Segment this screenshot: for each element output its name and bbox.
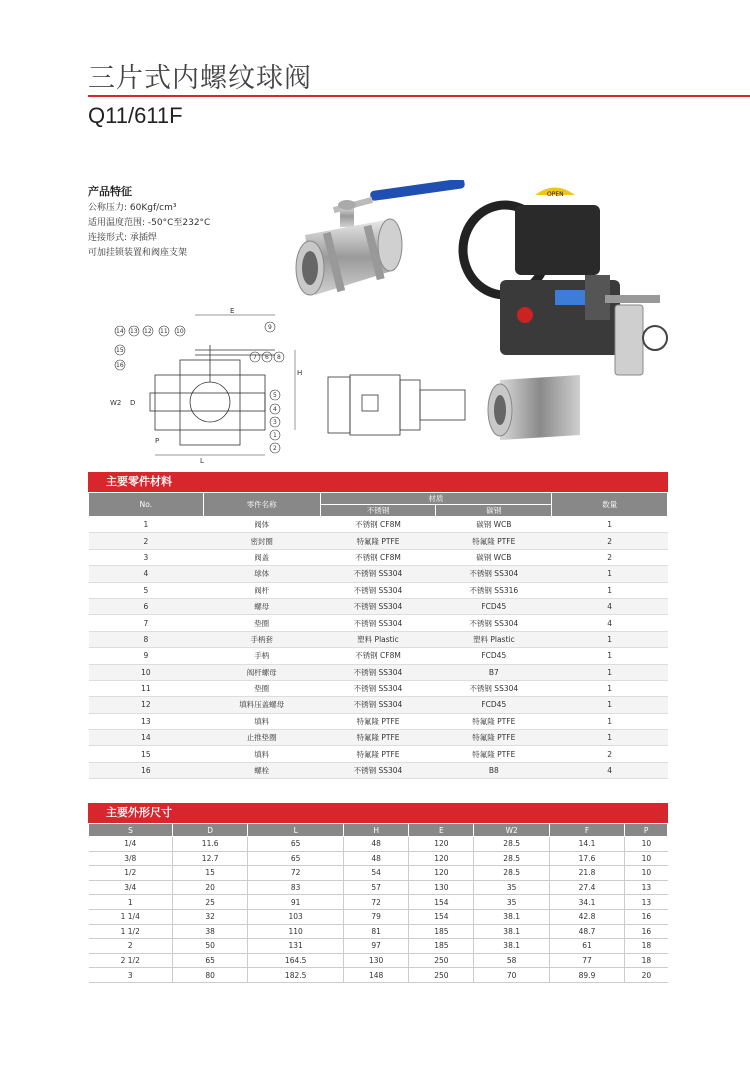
table-cell: 2 — [552, 549, 668, 565]
table-cell: 不锈钢 SS304 — [436, 615, 552, 631]
table-row — [89, 664, 668, 680]
table-cell: 130 — [409, 880, 474, 895]
col-qty: 数量 — [552, 493, 668, 517]
table-cell: 1/2 — [89, 866, 173, 881]
table-cell: 81 — [344, 924, 409, 939]
table-cell: B8 — [436, 762, 552, 778]
table-cell: 13 — [625, 880, 668, 895]
svg-text:16: 16 — [116, 362, 124, 369]
table-row — [89, 909, 668, 924]
table-row — [89, 851, 668, 866]
table-cell: 35 — [474, 895, 549, 910]
dims-col-header: P — [625, 824, 668, 837]
table-cell: 1/4 — [89, 837, 173, 852]
parts-section-title: 主要零件材料 — [88, 472, 668, 492]
table-cell: 12.7 — [172, 851, 247, 866]
table-cell: 10 — [625, 851, 668, 866]
table-cell: 不锈钢 SS316 — [436, 582, 552, 598]
dims-col-header: L — [248, 824, 344, 837]
table-cell: FCD45 — [436, 648, 552, 664]
table-cell: 10 — [89, 664, 204, 680]
table-cell: 50 — [172, 939, 247, 954]
table-cell: 止推垫圈 — [203, 730, 320, 746]
table-cell: 154 — [409, 895, 474, 910]
table-row — [89, 615, 668, 631]
table-cell: 碳钢 WCB — [436, 517, 552, 533]
table-cell: 7 — [89, 615, 204, 631]
table-cell: 65 — [248, 851, 344, 866]
table-cell: 8 — [89, 631, 204, 647]
table-cell: 38.1 — [474, 909, 549, 924]
table-row — [89, 837, 668, 852]
table-cell: 16 — [625, 909, 668, 924]
table-cell: 42.8 — [549, 909, 624, 924]
table-cell: 72 — [248, 866, 344, 881]
features-heading: 产品特征 — [88, 185, 132, 198]
table-cell: 250 — [409, 953, 474, 968]
title-divider — [88, 95, 750, 97]
dims-col-header: D — [172, 824, 247, 837]
svg-text:8: 8 — [277, 354, 281, 361]
table-cell: 15 — [89, 746, 204, 762]
table-cell: 3/4 — [89, 880, 173, 895]
callout-numbers — [115, 322, 284, 453]
table-cell: 2 1/2 — [89, 953, 173, 968]
table-cell: 48 — [344, 837, 409, 852]
table-cell: 特氟隆 PTFE — [436, 746, 552, 762]
table-cell: 18 — [625, 953, 668, 968]
table-cell: 球体 — [203, 566, 320, 582]
dims-col-header: W2 — [474, 824, 549, 837]
table-cell: 1 — [552, 517, 668, 533]
table-row — [89, 631, 668, 647]
col-material: 材质 — [320, 493, 552, 505]
col-ss: 不锈钢 — [320, 505, 436, 517]
table-cell: 特氟隆 PTFE — [436, 730, 552, 746]
feature-line: 公称压力: 60Kgf/cm³ — [88, 203, 177, 213]
table-cell: 61 — [549, 939, 624, 954]
table-cell: 97 — [344, 939, 409, 954]
table-cell: 10 — [625, 837, 668, 852]
table-cell: 120 — [409, 851, 474, 866]
table-cell: 不锈钢 SS304 — [320, 615, 436, 631]
table-cell: 5 — [89, 582, 204, 598]
table-cell: 77 — [549, 953, 624, 968]
dim-l-label: L — [200, 457, 204, 465]
table-cell: 25 — [172, 895, 247, 910]
table-cell: 57 — [344, 880, 409, 895]
table-cell: 1 — [552, 582, 668, 598]
table-cell: 碳钢 WCB — [436, 549, 552, 565]
table-cell: 48.7 — [549, 924, 624, 939]
table-cell: 83 — [248, 880, 344, 895]
table-cell: 14 — [89, 730, 204, 746]
table-cell: 1 — [552, 648, 668, 664]
table-row — [89, 533, 668, 549]
table-cell: 2 — [552, 746, 668, 762]
table-cell: 不锈钢 SS304 — [436, 680, 552, 696]
table-cell: 38 — [172, 924, 247, 939]
dim-d-label: D — [130, 399, 136, 407]
table-row — [89, 762, 668, 778]
table-cell: 28.5 — [474, 851, 549, 866]
table-cell: 79 — [344, 909, 409, 924]
feature-line: 适用温度范围: -50°C至232°C — [88, 218, 211, 228]
table-cell: FCD45 — [436, 598, 552, 614]
table-cell: 不锈钢 SS304 — [320, 598, 436, 614]
table-cell: 91 — [248, 895, 344, 910]
table-cell: 28.5 — [474, 866, 549, 881]
table-cell: 16 — [625, 924, 668, 939]
table-cell: 阀体 — [203, 517, 320, 533]
parts-table — [88, 492, 668, 779]
table-row — [89, 582, 668, 598]
table-row — [89, 880, 668, 895]
table-cell: 38.1 — [474, 924, 549, 939]
table-cell: 48 — [344, 851, 409, 866]
col-cs: 碳钢 — [436, 505, 552, 517]
table-cell: 特氟隆 PTFE — [320, 533, 436, 549]
table-cell: 17.6 — [549, 851, 624, 866]
svg-text:7: 7 — [253, 354, 257, 361]
dim-p-label: P — [155, 437, 160, 445]
svg-text:5: 5 — [273, 392, 277, 399]
product-features — [88, 184, 210, 261]
table-row — [89, 549, 668, 565]
table-cell: 填料压盖螺母 — [203, 697, 320, 713]
table-cell: 15 — [172, 866, 247, 881]
table-cell: 27.4 — [549, 880, 624, 895]
table-row — [89, 598, 668, 614]
table-cell: 塑料 Plastic — [436, 631, 552, 647]
dims-col-header: H — [344, 824, 409, 837]
table-cell: 72 — [344, 895, 409, 910]
table-cell: 80 — [172, 968, 247, 983]
svg-text:1: 1 — [273, 432, 277, 439]
table-cell: 特氟隆 PTFE — [320, 730, 436, 746]
table-cell: 密封圈 — [203, 533, 320, 549]
table-cell: 特氟隆 PTFE — [436, 533, 552, 549]
table-cell: 185 — [409, 924, 474, 939]
table-cell: 110 — [248, 924, 344, 939]
table-cell: FCD45 — [436, 697, 552, 713]
table-cell: 3 — [89, 968, 173, 983]
table-cell: 131 — [248, 939, 344, 954]
table-cell: 58 — [474, 953, 549, 968]
table-cell: 填料 — [203, 713, 320, 729]
valve-dimension-drawing — [100, 305, 580, 465]
col-name: 零件名称 — [203, 493, 320, 517]
table-cell: 阀杆 — [203, 582, 320, 598]
table-cell: 54 — [344, 866, 409, 881]
table-cell: 182.5 — [248, 968, 344, 983]
svg-text:6: 6 — [265, 354, 269, 361]
table-cell: 185 — [409, 939, 474, 954]
feature-line: 连接形式: 承插焊 — [88, 233, 157, 243]
svg-text:10: 10 — [176, 328, 184, 335]
table-cell: 70 — [474, 968, 549, 983]
table-cell: 89.9 — [549, 968, 624, 983]
table-cell: B7 — [436, 664, 552, 680]
table-cell: 130 — [344, 953, 409, 968]
table-row — [89, 968, 668, 983]
table-row — [89, 866, 668, 881]
table-cell: 阀杆螺母 — [203, 664, 320, 680]
svg-text:4: 4 — [273, 406, 277, 413]
table-cell: 2 — [89, 533, 204, 549]
table-cell: 18 — [625, 939, 668, 954]
table-cell: 填料 — [203, 746, 320, 762]
table-cell: 11 — [89, 680, 204, 696]
page-title: 三片式内螺纹球阀 — [88, 63, 312, 94]
table-row — [89, 697, 668, 713]
table-cell: 4 — [89, 566, 204, 582]
table-cell: 4 — [552, 615, 668, 631]
table-cell: 不锈钢 SS304 — [320, 680, 436, 696]
table-row — [89, 746, 668, 762]
table-cell: 120 — [409, 837, 474, 852]
table-cell: 1 — [552, 631, 668, 647]
table-cell: 塑料 Plastic — [320, 631, 436, 647]
table-cell: 35 — [474, 880, 549, 895]
table-cell: 20 — [625, 968, 668, 983]
table-cell: 120 — [409, 866, 474, 881]
dim-e-label: E — [230, 307, 235, 315]
dim-h-label: H — [297, 369, 303, 377]
table-row — [89, 730, 668, 746]
dim-w2-label: W2 — [110, 399, 122, 407]
svg-text:15: 15 — [116, 347, 124, 354]
table-row — [89, 713, 668, 729]
svg-text:14: 14 — [116, 328, 124, 335]
svg-text:9: 9 — [268, 324, 272, 331]
svg-text:11: 11 — [160, 328, 168, 335]
table-cell: 65 — [248, 837, 344, 852]
dims-col-header: E — [409, 824, 474, 837]
table-cell: 不锈钢 SS304 — [320, 664, 436, 680]
table-cell: 1 — [89, 895, 173, 910]
table-cell: 16 — [89, 762, 204, 778]
table-cell: 21.8 — [549, 866, 624, 881]
table-row — [89, 648, 668, 664]
table-cell: 手柄套 — [203, 631, 320, 647]
table-cell: 12 — [89, 697, 204, 713]
table-row — [89, 566, 668, 582]
model-number: Q11/611F — [88, 103, 183, 128]
table-cell: 28.5 — [474, 837, 549, 852]
table-cell: 螺母 — [203, 598, 320, 614]
table-cell: 1 1/2 — [89, 924, 173, 939]
table-cell: 1 — [552, 730, 668, 746]
table-cell: 2 — [89, 939, 173, 954]
table-cell: 特氟隆 PTFE — [320, 713, 436, 729]
table-row — [89, 924, 668, 939]
svg-text:12: 12 — [144, 328, 152, 335]
table-cell: 34.1 — [549, 895, 624, 910]
table-cell: 13 — [89, 713, 204, 729]
table-cell: 不锈钢 SS304 — [436, 566, 552, 582]
table-cell: 垫圈 — [203, 680, 320, 696]
table-cell: 13 — [625, 895, 668, 910]
table-cell: 1 — [552, 697, 668, 713]
table-row — [89, 517, 668, 533]
table-cell: 1 — [552, 713, 668, 729]
table-cell: 10 — [625, 866, 668, 881]
table-cell: 1 1/4 — [89, 909, 173, 924]
table-cell: 1 — [552, 664, 668, 680]
table-cell: 3 — [89, 549, 204, 565]
col-no: No. — [89, 493, 204, 517]
table-cell: 不锈钢 SS304 — [320, 582, 436, 598]
table-cell: 特氟隆 PTFE — [436, 713, 552, 729]
feature-line: 可加挂锁装置和阀座支架 — [88, 248, 188, 258]
table-cell: 154 — [409, 909, 474, 924]
table-cell: 250 — [409, 968, 474, 983]
table-cell: 不锈钢 SS304 — [320, 762, 436, 778]
table-cell: 11.6 — [172, 837, 247, 852]
table-cell: 65 — [172, 953, 247, 968]
open-label: OPEN — [547, 191, 564, 198]
dims-table — [88, 823, 668, 983]
table-cell: 2 — [552, 533, 668, 549]
table-cell: 螺栓 — [203, 762, 320, 778]
table-row — [89, 680, 668, 696]
table-row — [89, 895, 668, 910]
table-row — [89, 939, 668, 954]
table-cell: 1 — [89, 517, 204, 533]
table-cell: 不锈钢 SS304 — [320, 566, 436, 582]
manual-valve-photo — [285, 180, 470, 310]
table-cell: 20 — [172, 880, 247, 895]
table-row — [89, 953, 668, 968]
table-cell: 不锈钢 CF8M — [320, 648, 436, 664]
table-cell: 4 — [552, 762, 668, 778]
svg-text:2: 2 — [273, 445, 277, 452]
table-cell: 垫圈 — [203, 615, 320, 631]
table-cell: 不锈钢 SS304 — [320, 697, 436, 713]
table-cell: 3/8 — [89, 851, 173, 866]
table-cell: 4 — [552, 598, 668, 614]
table-cell: 1 — [552, 680, 668, 696]
table-cell: 9 — [89, 648, 204, 664]
dims-col-header: S — [89, 824, 173, 837]
table-cell: 14.1 — [549, 837, 624, 852]
svg-text:13: 13 — [130, 328, 138, 335]
table-cell: 6 — [89, 598, 204, 614]
table-cell: 不锈钢 CF8M — [320, 549, 436, 565]
table-cell: 164.5 — [248, 953, 344, 968]
table-cell: 手柄 — [203, 648, 320, 664]
table-cell: 148 — [344, 968, 409, 983]
dims-section-title: 主要外形尺寸 — [88, 803, 668, 823]
dims-col-header: F — [549, 824, 624, 837]
table-cell: 阀盖 — [203, 549, 320, 565]
table-cell: 1 — [552, 566, 668, 582]
table-cell: 32 — [172, 909, 247, 924]
table-cell: 不锈钢 CF8M — [320, 517, 436, 533]
svg-text:3: 3 — [273, 419, 277, 426]
table-cell: 38.1 — [474, 939, 549, 954]
table-cell: 103 — [248, 909, 344, 924]
table-cell: 特氟隆 PTFE — [320, 746, 436, 762]
